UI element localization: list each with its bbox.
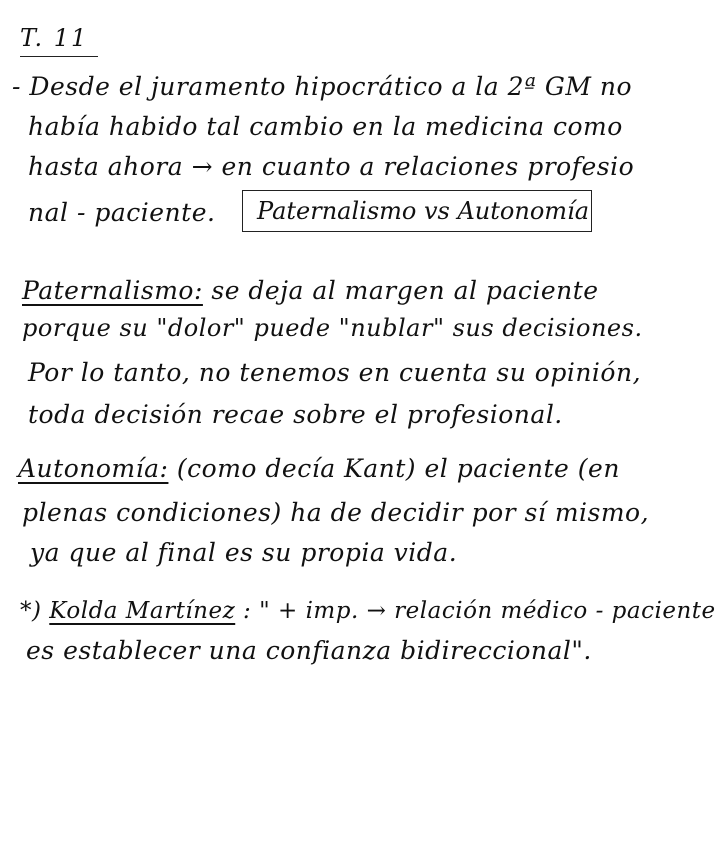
quote-marker: *) [20,598,42,624]
paternalismo-line-4: toda decisión recae sobre el profesional. [28,400,563,429]
autonomia-line-2: plenas condiciones) ha de decidir por sí mismo, [22,498,650,527]
paragraph1-line-2: había habido tal cambio en la medicina como [28,112,623,141]
quote-line-1 [20,600,716,623]
quote-text: : " + imp. → relación médico - paciente [243,598,716,624]
autonomia-term: Autonomía: [18,454,169,483]
paternalismo-line-1 [22,278,599,303]
autonomia-line-3: ya que al final es su propia vida. [30,538,458,567]
autonomia-text: (como decía Kant) el paciente (en [176,454,620,483]
paragraph1-line-1: - Desde el juramento hipocrático a la 2ª GM no [12,72,633,101]
paternalismo-term: Paternalismo: [22,276,203,305]
quote-author: Kolda Martínez [49,598,236,624]
paragraph1-line-4: nal - paciente. [28,198,216,227]
quote-line-2: es establecer una confianza bidireccional". [26,636,592,665]
autonomia-line-1 [18,456,620,481]
paternalismo-line-3: Por lo tanto, no tenemos en cuenta su opinión, [28,358,642,387]
page-title: T. 11 [20,24,98,57]
paternalismo-text: se deja al margen al paciente [211,276,599,305]
paragraph1-line-3: hasta ahora → en cuanto a relaciones profesio [28,152,635,181]
paternalismo-line-2: porque su "dolor" puede "nublar" sus decisiones. [22,314,643,342]
boxed-topic: Paternalismo vs Autonomía [242,190,592,232]
